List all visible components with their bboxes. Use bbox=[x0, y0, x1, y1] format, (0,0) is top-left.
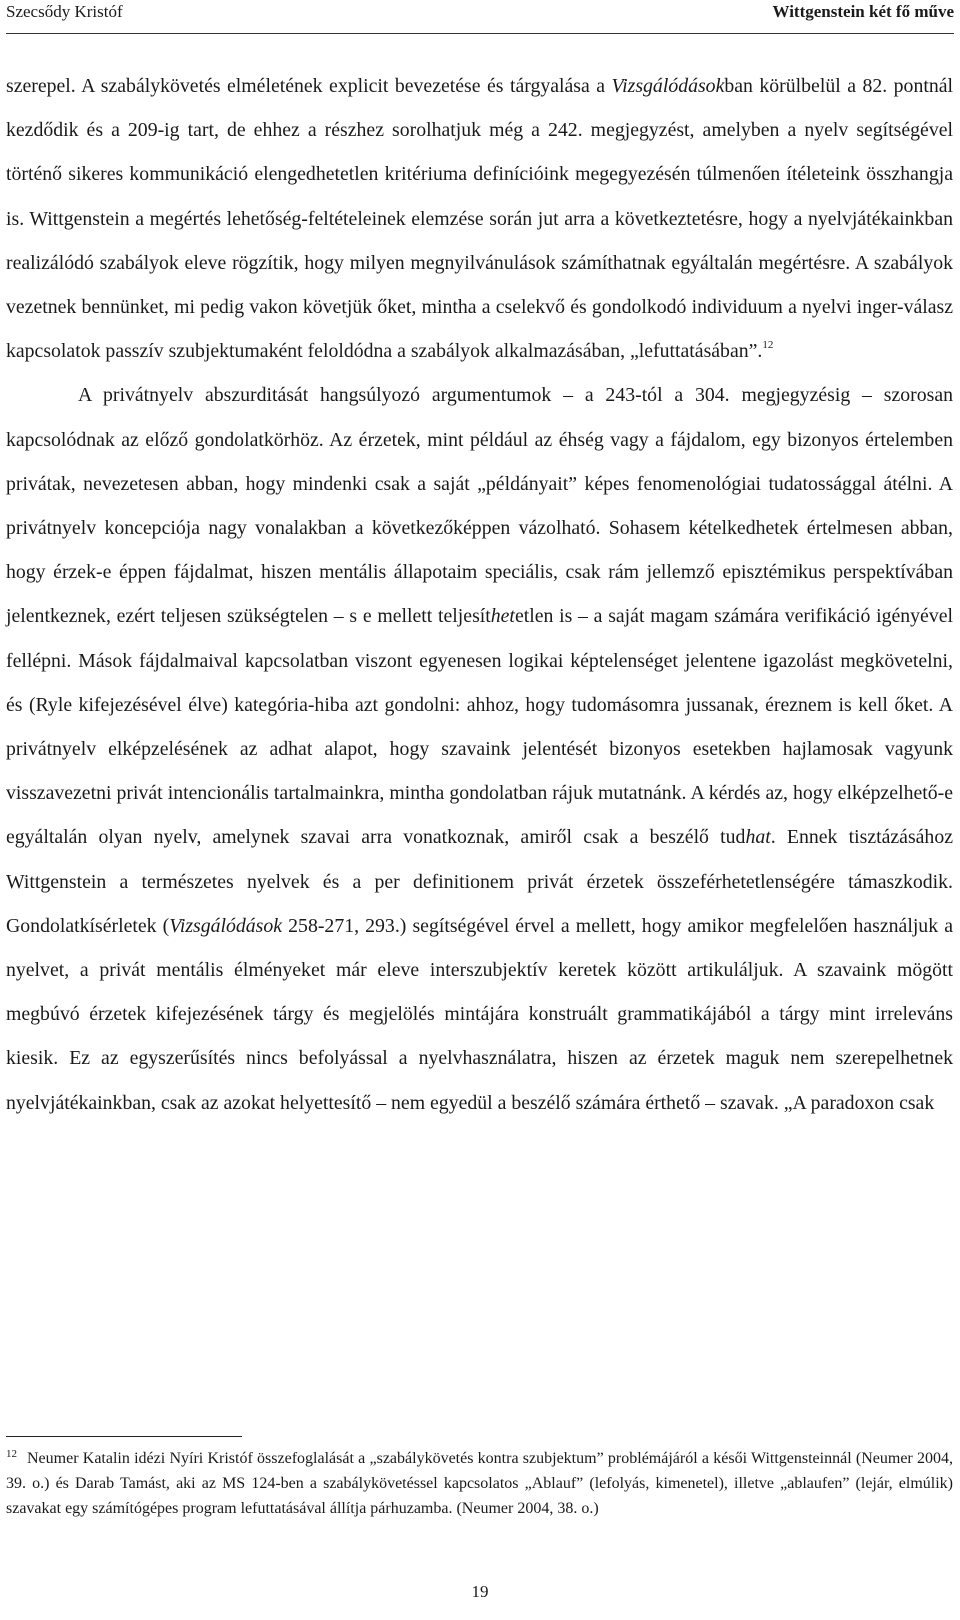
paragraph-2 bbox=[6, 373, 953, 1124]
footnote bbox=[6, 1446, 953, 1521]
paragraph-2-italic-title: Vizsgálódások bbox=[169, 914, 283, 937]
paragraph-1-text-c: ban körülbelül a 82. pontnál kezdődik és a 209-ig tart, de ehhez a részhez sorolhatjuk még a 242. megjegyzést, amelyben a nyelv segítségével történő sikeres kommunikáció elengedhetetlen kritériuma definícióink megegyezésén túlmenően ítéleteink összhangja is. Wittgenstein a megértés lehetőség-feltételeinek elemzése során jut arra a következtetésre, hogy a nyelvjátékainkban realizálódó szabályok eleve rögzítik, hogy milyen megnyilvánulások számíthatnak egyáltalán megértésre. A szabályok vezetnek bennünket, mi pedig vakon követjük őket, mintha a cselekvő és gondolkodó individuum a nyelvi inger-válasz kapcsolatok passzív szubjektumaként feloldódna a szabályok alkalmazásában, „lefuttatásában”. bbox=[6, 75, 953, 363]
paragraph-2-text-c: etlen is – a saját magam számára verifikáció igényével fellépni. Mások fájdalmaival kapcsolatban viszont egyenesen logikai képtelenséget jelentene igazolást megkövetelni, és (Ryle kifejezésével élve) kategória-hiba azt gondolni: ahhoz, hogy tudomásomra jussanak, éreznem is kell őket. A privátnyelv elképzelésének az adhat alapot, hogy szavaink jelentését bizonyos esetekben hajlamosak vagyunk visszavezetni privát intencionális tartalmainkra, mintha gondolatban rájuk mutatnánk. A kérdés az, hogy elképzelhető-e egyáltalán olyan nyelv, amelynek szavai arra vonatkoznak, amiről csak a beszélő tud bbox=[6, 605, 953, 849]
paragraph-2-text-g: 258-271, 293.) segítségével érvel a mellett, hogy amikor megfelelően használjuk a nyelvet, a privát mentális élményeket már eleve interszubjektív keretek között artikuláljuk. A szavaink mögött megbúvó érzetek kifejezésének tárgy és megjelölés mintájára konstruált grammatikájából a tárgy mint irreleváns kiesik. Ez az egyszerűsítés nincs befolyással a nyelvhasználatra, hiszen az érzetek maguk nem szerepelhetnek nyelvjátékainkban, csak az azokat helyettesítő – nem egyedül a beszélő számára érthető – szavak. „A paradoxon csak bbox=[6, 914, 953, 1114]
footnote-number: 12 bbox=[6, 1448, 17, 1460]
paragraph-1 bbox=[6, 64, 953, 373]
footnote-text: Neumer Katalin idézi Nyíri Kristóf összefoglalását a „szabálykövetés kontra szubjektum” problémájáról a késői Wittgensteinnál (Neumer 2004, 39. o.) és Darab Tamást, aki az MS 124-ben a szabálykövetéssel kapcsolatos „Ablauf” (lefolyás, kimenetel), illetve „ablaufen” (lejár, elmúlik) szavakat egy számítógépes program lefuttatásával állítja párhuzamba. (Neumer 2004, 38. o.) bbox=[6, 1450, 953, 1517]
footnote-reference[interactable]: 12 bbox=[762, 339, 774, 352]
paragraph-2-text-e: . Ennek tisztázásához Wittgenstein a természetes nyelvek és a per definitionem privát érzetek összeférhetetlenségére támaszkodik. Gondolatkísérletek ( bbox=[6, 826, 953, 937]
paragraph-2-italic-hat: hat bbox=[745, 826, 771, 849]
body-text bbox=[6, 64, 953, 1125]
paragraph-2-italic-het: het bbox=[490, 605, 515, 628]
page-number: 19 bbox=[471, 1582, 489, 1601]
running-header bbox=[6, 0, 954, 36]
paragraph-1-text-a: szerepel. A szabálykövetés elméletének explicit bevezetése és tárgyalása a bbox=[6, 75, 612, 97]
header-rule bbox=[6, 33, 954, 34]
paragraph-1-italic-title: Vizsgálódások bbox=[611, 75, 725, 97]
header-title: Wittgenstein két fő műve bbox=[772, 2, 954, 21]
paragraph-2-text-a: A privátnyelv abszurditását hangsúlyozó argumentumok – a 243-tól a 304. megjegyzésig – szorosan kapcsolódnak az előző gondolatkörhöz. Az érzetek, mint például az éhség vagy a fájdalom, egy bizonyos értelemben privátak, nevezetesen abban, hogy mindenki csak a saját „példányait” képes fenomenológiai tudatossággal átélni. A privátnyelv koncepciója nagy vonalakban a következőképpen vázolható. Sohasem kételkedhetek értelmesen abban, hogy érzek-e éppen fájdalmat, hiszen mentális állapotaim speciális, csak rám jellemző episztémikus perspektívában jelentkeznek, ezért teljesen szükségtelen – s e mellett teljesít bbox=[6, 384, 953, 628]
header-author: Szecsődy Kristóf bbox=[6, 2, 123, 21]
footnote-separator bbox=[6, 1436, 242, 1437]
